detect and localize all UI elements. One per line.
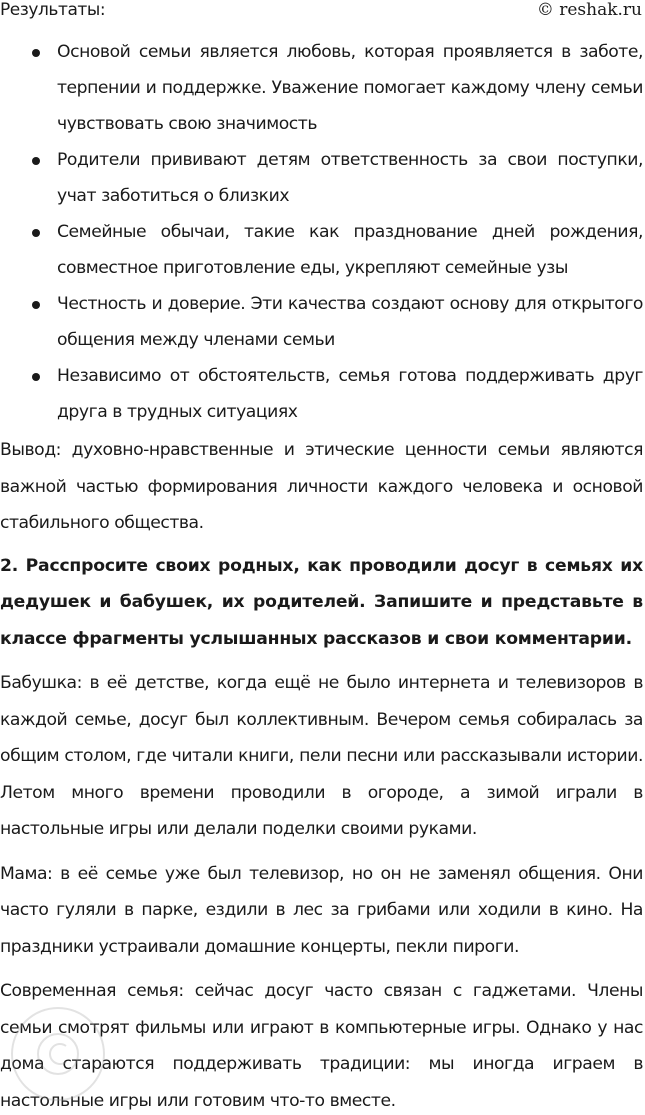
list-item: Честность и доверие. Эти качества создают основу для открытого общения между членами семьи: [0, 286, 643, 358]
values-list: [0, 34, 643, 430]
conclusion-paragraph: Вывод: духовно-нравственные и этические ценности семьи являются важной частью формирования личности каждого человека и основой стабильного общества.: [0, 440, 643, 533]
bullet-icon: [32, 373, 40, 381]
bullet-icon: [32, 301, 40, 309]
list-item: Родители прививают детям ответственность за свои поступки, учат заботиться о близких: [0, 142, 643, 214]
question-heading: 2. Расспросите своих родных, как проводили досуг в семьях их дедушек и бабушек, их родителей. Запишите и представьте в классе фрагменты услышанных рассказов и свои комментарии.: [0, 555, 643, 649]
list-item: Независимо от обстоятельств, семья готова поддерживать друг друга в трудных ситуациях: [0, 358, 643, 430]
list-item: Основой семьи является любовь, которая проявляется в заботе, терпении и поддержке. Уважение помогает каждому члену семьи чувствовать свою значимость: [0, 34, 643, 142]
results-label: Результаты:: [0, 0, 106, 20]
copyright-label: © reshak.ru: [536, 0, 642, 20]
page-header: [0, 0, 645, 26]
bullet-icon: [32, 229, 40, 237]
bullet-icon: [32, 49, 40, 57]
story-grandmother: Бабушка: в её детстве, когда ещё не было интернета и телевизоров в каждой семье, досуг был коллективным. Вечером семья собиралась за общим столом, где читали книги, пели песни или рассказывали истории. Летом много времени проводили в огороде, а зимой играли в настольные игры или делали поделки своими руками.: [0, 673, 643, 839]
document-body: [0, 34, 643, 1115]
story-modern-family: Современная семья: сейчас досуг часто связан с гаджетами. Члены семьи смотрят фильмы или играют в компьютерные игры. Однако у нас дома стараются поддерживать традиции: мы иногда играем в настольные игры или готовим что-то вместе.: [0, 981, 643, 1111]
bullet-icon: [32, 157, 40, 165]
story-mother: Мама: в её семье уже был телевизор, но он не заменял общения. Они часто гуляли в парке, ездили в лес за грибами или ходили в кино. На праздники устраивали домашние концерты, пекли пироги.: [0, 863, 643, 957]
list-item: Семейные обычаи, такие как празднование дней рождения, совместное приготовление еды, укрепляют семейные узы: [0, 214, 643, 286]
